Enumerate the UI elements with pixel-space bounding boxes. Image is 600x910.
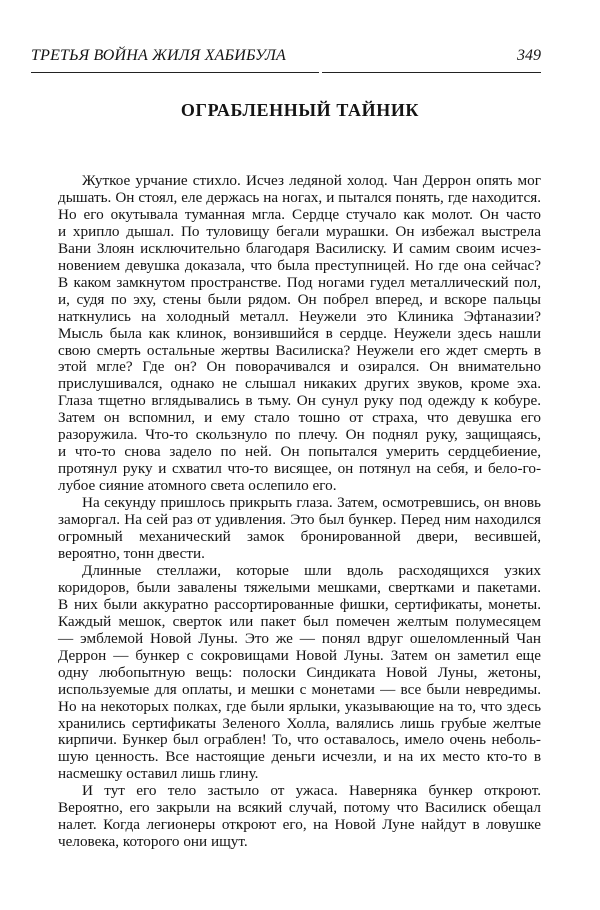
text-line: огромный механический замок бронированной двери, весившей, (58, 528, 541, 546)
text-line: этой мгле? Где он? Он поворачивался и озирался. Он внимательно (58, 358, 541, 376)
text-line: Вероятно, его закрыли на всякий случай, потому что Василиск обещал (58, 799, 541, 817)
running-title: ТРЕТЬЯ ВОЙНА ЖИЛЯ ХАБИБУЛА (31, 47, 286, 64)
text-line: Каждый мешок, сверток или пакет был помечен желтым полумесяцем (58, 612, 541, 630)
text-line: хранились сертификаты Зеленого Холла, валялись лишь грубые желтые (58, 714, 541, 732)
text-line: В каком замкнутом пространстве. Под ногами гудел металлический пол, (58, 273, 541, 291)
text-line: — эмблемой Новой Луны. Это же — понял вдруг ошеломленный Чан (58, 629, 541, 647)
text-line: Длинные стеллажи, которые шли вдоль расходящихся узких (82, 561, 541, 579)
running-header (31, 47, 541, 73)
text-line: Жуткое урчание стихло. Исчез ледяной холод. Чан Деррон опять мог (82, 172, 541, 189)
header-rule-left (31, 72, 319, 73)
text-line: протянул руку и схватил что-то висящее, он потянул на себя, и бело-го- (58, 460, 541, 478)
paragraph (58, 563, 541, 783)
text-line: налет. Когда легионеры откроют его, на Новой Луне найдут в ловушке (58, 816, 541, 834)
page-number: 349 (517, 47, 541, 64)
text-line: наткнулись на холодный металл. Неужели это Клиника Эфтаназии? (58, 307, 541, 325)
text-line: вероятно, тонн двести. (58, 544, 205, 562)
paragraph (58, 173, 541, 495)
text-line: Глаза тщетно вглядывались в тьму. Он сунул руку под одежду к кобуре. (58, 392, 541, 410)
text-line: и что-то снова задело по ней. Он попытался умерить сердцебиение, (58, 443, 541, 461)
paragraph (58, 783, 541, 851)
text-line: заморгал. На сей раз от удивления. Это был бункер. Перед ним находился (58, 511, 541, 529)
text-line: прислушивался, однако не слышал никаких других звуков, кроме эха. (58, 375, 541, 393)
chapter-title: ОГРАБЛЕННЫЙ ТАЙНИК (180, 100, 420, 120)
text-line: Но его окутывала туманная мгла. Сердце стучало как молот. Он часто (58, 205, 541, 223)
text-line: насмешку оставил лишь глину. (58, 765, 259, 783)
text-line: лубое сияние атомного света ослепило его. (58, 477, 337, 495)
text-line: кирпичи. Бункер был ограблен! То, что оставалось, имело очень неболь- (58, 731, 541, 749)
text-line: Деррон — бункер с сокровищами Новой Луны. Затем он заметил еще (58, 646, 541, 664)
text-line: человека, которого они ищут. (58, 833, 248, 851)
text-line: и, судя по эху, стены были рядом. Он побрел вперед, и вскоре пальцы (58, 290, 541, 308)
text-line: В них были аккуратно рассортированные фишки, сертификаты, монеты. (58, 595, 541, 613)
text-line: Но на некоторых полках, где были ярлыки, указывающие на то, что здесь (58, 697, 541, 715)
text-line: новением девушка доказала, что была преступницей. Но где она сейчас? (58, 256, 541, 274)
text-line: И тут его тело застыло от ужаса. Наверняка бункер откроют. (82, 782, 541, 800)
text-line: и хрипло дышал. По туловищу бегали мурашки. Он избежал выстрела (58, 222, 541, 240)
text-line: коридоров, были завалены тяжелыми мешками, свертками и пакетами. (58, 578, 541, 596)
text-line: шую ценность. Все настоящие деньги исчезли, и на их место кто-то в (58, 748, 541, 766)
text-line: Вани Злоян исключительно благодаря Василиску. И самим своим исчез- (58, 239, 541, 257)
text-line: дышать. Он стоял, еле держась на ногах, и пытался понять, где находится. (58, 188, 541, 206)
text-line: одну любопытную вещь: полоски Синдиката Новой Луны, жетоны, (58, 663, 541, 681)
text-line: используемые для оплаты, и мешки с монетами — все были невредимы. (58, 680, 541, 698)
text-line: свою смерть остальные жертвы Василиска? Неужели его ждет смерть в (58, 341, 541, 359)
text-line: разоружила. Что-то скользнуло по плечу. Он поднял руку, защищаясь, (58, 426, 541, 444)
paragraph (58, 495, 541, 563)
text-line: Мысль была как клинок, вонзившийся в сердце. Неужели здесь нашли (58, 324, 541, 342)
text-line: Затем он вспомнил, и ему стало тошно от страха, что девушка его (58, 409, 541, 427)
text-line: На секунду пришлось прикрыть глаза. Затем, осмотревшись, он вновь (82, 494, 541, 512)
header-rule-right (322, 72, 541, 73)
body-text (58, 173, 541, 851)
